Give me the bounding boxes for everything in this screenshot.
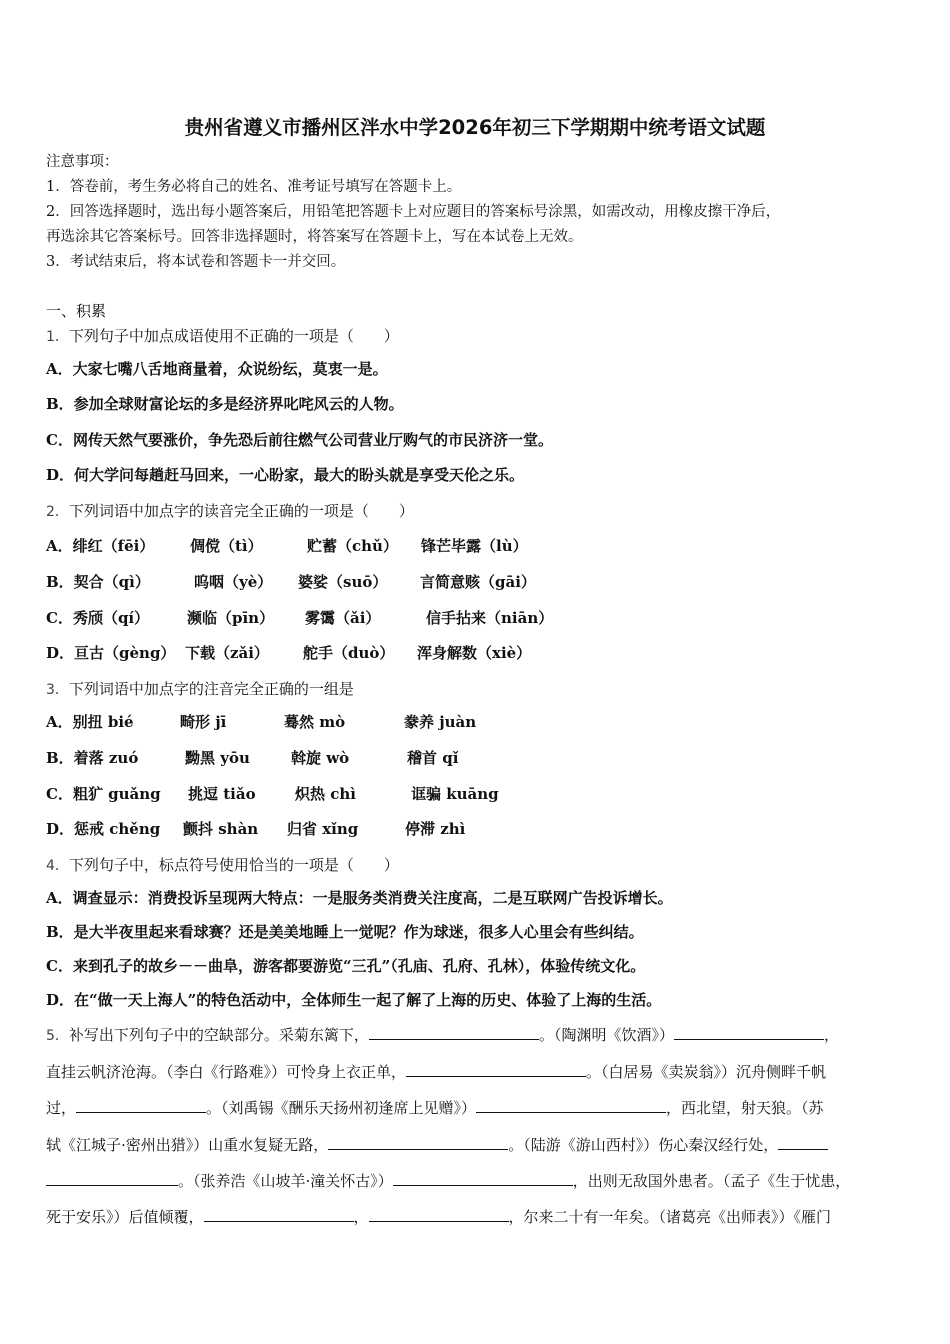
q3-b-3: 斡旋 wò — [291, 749, 350, 767]
q2-option-b — [46, 572, 906, 592]
q5-text-14: ， — [353, 1208, 369, 1227]
page-title: 贵州省遵义市播州区泮水中学2026年初三下学期期中统考语文试题 — [184, 116, 766, 139]
q5-paragraph — [46, 1017, 908, 1235]
q3-a-1: A．别扭 bié — [46, 713, 134, 731]
q5-blank-5 — [476, 1096, 666, 1113]
q5-blank-10 — [369, 1205, 509, 1222]
q5-text-10: 。（陆游《游山西村》）伤心秦汉经行处， — [508, 1135, 779, 1154]
q2-c-3: 雾霭（ǎi） — [305, 609, 381, 627]
note-2b: 再选涂其它答案标号。回答非选择题时，将答案写在答题卡上，写在本试卷上无效。 — [46, 229, 583, 245]
q3-d-1: D．惩戒 chěng — [46, 820, 161, 838]
q3-option-a — [46, 712, 906, 732]
q3-option-b — [46, 748, 906, 768]
q5-text-7: 。（刘禹锡《酬乐天扬州初逢席上见赠》） — [206, 1099, 477, 1118]
q4-number: 4． — [46, 858, 69, 874]
q1-option-d: D．何大学问每趟赶马回来，一心盼家，最大的盼头就是享受天伦之乐。 — [46, 466, 525, 484]
q5-text-6: 过， — [46, 1099, 77, 1118]
q1-option-b: B．参加全球财富论坛的多是经济界叱咤风云的人物。 — [46, 395, 404, 413]
q3-b-4: 稽首 qǐ — [407, 749, 459, 767]
q5-blank-7b — [46, 1169, 178, 1186]
q5-blank-8 — [393, 1169, 573, 1186]
q5-text-11: 。（张养浩《山坡羊·潼关怀古》） — [178, 1171, 393, 1190]
q1-number: 1． — [46, 329, 69, 345]
q5-text-3: ， — [823, 1026, 839, 1044]
q1-stem-text: 下列句子中加点成语使用不正确的一项是（ ） — [68, 327, 399, 345]
notes-heading: 注意事项： — [46, 154, 119, 170]
q5-text-4: 直挂云帆济沧海。（李白《行路难》）可怜身上衣正单， — [46, 1063, 407, 1082]
q5-text-5: 。（白居易《卖炭翁》）沉舟侧畔千帆 — [586, 1063, 827, 1082]
q5-blank-2 — [674, 1023, 824, 1040]
note-2a: 2．回答选择题时，选出每小题答案后，用铅笔把答题卡上对应题目的答案标号涂黑，如需改动，用橡皮擦干净后， — [46, 204, 781, 220]
q3-c-4: 诓骗 kuāng — [411, 785, 499, 803]
q5-number: 5． — [46, 1028, 69, 1044]
note-1: 1．答卷前，考生务必将自己的姓名、准考证号填写在答题卡上。 — [46, 179, 462, 195]
q5-blank-7a — [778, 1133, 828, 1150]
q2-b-1: B．契合（qì） — [46, 573, 150, 591]
q2-option-c — [46, 608, 906, 628]
q2-b-3: 婆娑（suō） — [298, 573, 388, 591]
note-3: 3．考试结束后，将本试卷和答题卡一并交回。 — [46, 254, 346, 270]
q3-option-d — [46, 819, 906, 839]
q4-option-b: B．是大半夜里起来看球赛？还是美美地睡上一觉呢？作为球迷，很多人心里会有些纠结。 — [46, 923, 644, 941]
q3-a-3: 蓦然 mò — [284, 713, 346, 731]
q3-stem — [46, 679, 906, 700]
q5-blank-6 — [328, 1133, 508, 1150]
q2-d-4: 浑身解数（xiè） — [417, 644, 532, 662]
q2-stem-text: 下列词语中加点字的读音完全正确的一项是（ ） — [68, 502, 414, 520]
q4-stem — [46, 855, 906, 876]
q5-text-15: ，尔来二十有一年矣。（诸葛亮《出师表》）《雁门 — [508, 1208, 832, 1227]
q2-stem — [46, 501, 906, 522]
q3-option-c — [46, 784, 906, 804]
q2-c-4: 信手拈来（niān） — [426, 609, 554, 627]
section-heading: 一、积累 — [46, 302, 107, 320]
q4-stem-text: 下列句子中，标点符号使用恰当的一项是（ ） — [68, 856, 399, 874]
q2-d-3: 舵手（duò） — [303, 644, 395, 662]
q2-a-4: 锋芒毕露（lù） — [421, 537, 528, 555]
q2-c-1: C．秀颀（qí） — [46, 609, 150, 627]
q2-b-2: 呜咽（yè） — [194, 573, 273, 591]
q4-option-d: D．在“做一天上海人”的特色活动中，全体师生一起了解了上海的历史、体验了上海的生活。 — [46, 991, 662, 1009]
q2-option-a — [46, 536, 906, 556]
q3-a-2: 畸形 jī — [180, 713, 227, 731]
q3-c-3: 炽热 chì — [295, 785, 356, 803]
q5-text-9: 轼《江城子·密州出猎》）山重水复疑无路， — [46, 1135, 329, 1154]
q3-d-4: 停滞 zhì — [405, 820, 466, 838]
q3-d-2: 颤抖 shàn — [183, 820, 259, 838]
q4-option-a: A．调查显示：消费投诉呈现两大特点：一是服务类消费关注度高，二是互联网广告投诉增长。 — [46, 889, 673, 907]
q3-b-2: 黝黑 yōu — [185, 749, 250, 767]
q2-a-1: A．绯红（fēi） — [46, 537, 155, 555]
q5-blank-9 — [204, 1205, 354, 1222]
q1-option-c: C．网传天然气要涨价，争先恐后前往燃气公司营业厅购气的市民济济一堂。 — [46, 431, 553, 449]
q2-a-3: 贮蓄（chǔ） — [307, 537, 398, 555]
q5-text-8: ，西北望，射天狼。（苏 — [666, 1099, 824, 1118]
q2-c-2: 濒临（pīn） — [187, 609, 275, 627]
q3-c-1: C．粗犷 guǎng — [46, 785, 161, 803]
q3-d-3: 归省 xǐng — [287, 820, 359, 838]
q2-number: 2． — [46, 504, 69, 520]
q5-text-1: 补写出下列句子中的空缺部分。采菊东篱下， — [68, 1026, 369, 1044]
q2-d-2: 下载（zǎi） — [185, 644, 269, 662]
q3-number: 3． — [46, 682, 69, 698]
q5-blank-4 — [76, 1096, 206, 1113]
q5-text-2: 。（陶渊明《饮酒》） — [538, 1026, 674, 1044]
q5-text-12: ，出则无敌国外患者。（孟子《生于忧患， — [572, 1171, 851, 1190]
q3-stem-text: 下列词语中加点字的注音完全正确的一组是 — [68, 680, 354, 698]
q4-option-c: C．来到孔子的故乡－－曲阜，游客都要游览“三孔”（孔庙、孔府、孔林），体验传统文化。 — [46, 957, 646, 975]
q1-option-a: A．大家七嘴八舌地商量着，众说纷纭，莫衷一是。 — [46, 360, 388, 378]
q3-b-1: B．着落 zuó — [46, 749, 139, 767]
q5-blank-3 — [406, 1060, 586, 1077]
q3-c-2: 挑逗 tiǎo — [188, 785, 256, 803]
q2-b-4: 言简意赅（gāi） — [420, 573, 536, 591]
q2-option-d — [46, 643, 906, 663]
q2-d-1: D．亘古（gèng） — [46, 644, 176, 662]
q5-blank-1 — [369, 1023, 539, 1040]
q3-a-4: 豢养 juàn — [404, 713, 477, 731]
q5-text-13: 死于安乐》）后值倾覆， — [46, 1208, 204, 1227]
q1-stem — [46, 326, 906, 347]
q2-a-2: 倜傥（tì） — [190, 537, 263, 555]
